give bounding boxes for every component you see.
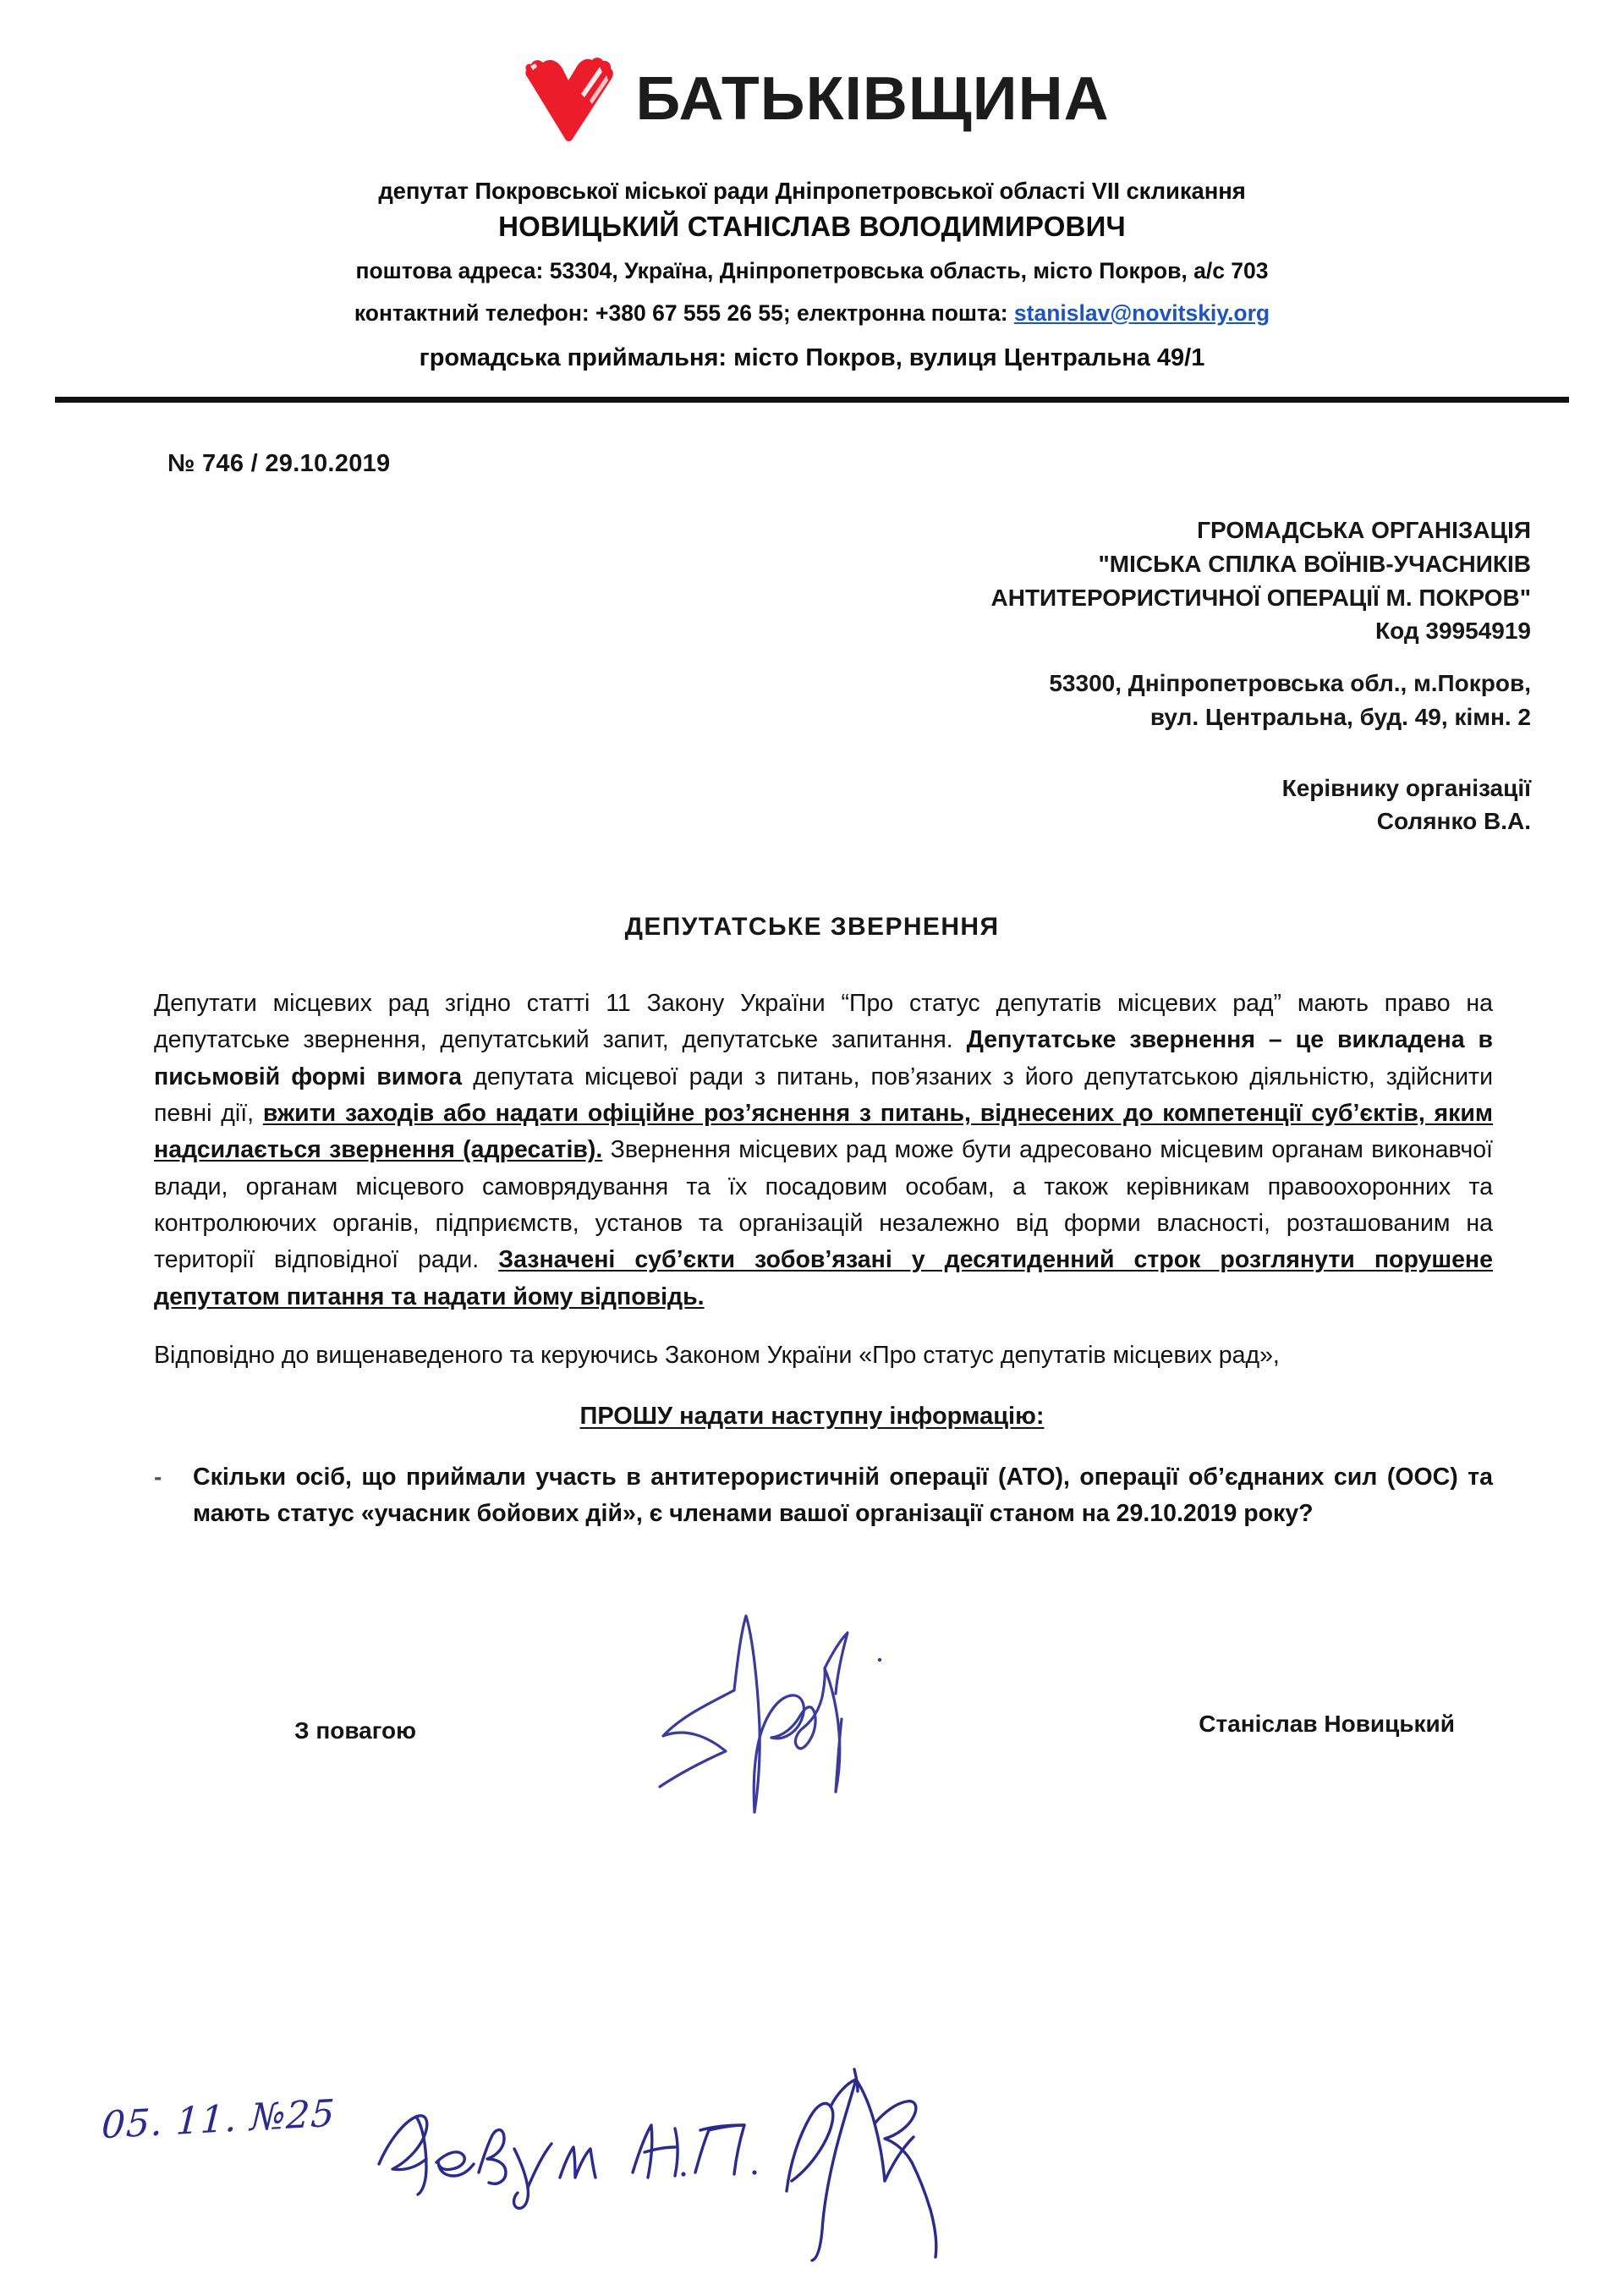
- recipient-attention-block: [0, 772, 1624, 839]
- request-list-item: [154, 1459, 1493, 1533]
- incoming-stamp-handwritten: [102, 2090, 1032, 2276]
- email-link[interactable]: stanislav@novitskiy.org: [1013, 299, 1270, 326]
- letterhead: [0, 176, 1624, 375]
- request-heading-emphasis: ПРОШУ: [579, 1403, 673, 1431]
- recipient-attn-role: Керівнику організації: [1281, 774, 1531, 801]
- document-body: [154, 986, 1493, 1374]
- request-question-text: Скільки осіб, що приймали участь в антитерористичній операції (АТО), операції об’єднаних сил (ООС) та мають статус «учасник бойових дій», є членами вашої організації станом на 29.10.2019 року?: [193, 1464, 1493, 1528]
- recipient-address-line-2: вул. Центральна, буд. 49, кімн. 2: [1149, 703, 1531, 730]
- recipient-org-line-3: АНТИТЕРОРИСТИЧНОЇ ОПЕРАЦІЇ М. ПОКРОВ": [990, 584, 1531, 611]
- recipient-block: [0, 514, 1624, 734]
- recipient-attn-name: Солянко В.А.: [1376, 808, 1531, 835]
- public-reception-line: громадська приймальня: місто Покров, вулиця Центральна 49/1: [419, 344, 1205, 372]
- header-divider: [55, 397, 1569, 403]
- recipient-org-line-2: "МІСЬКА СПІЛКА ВОЇНІВ-УЧАСНИКІВ: [1098, 550, 1531, 577]
- postal-address-line: поштова адреса: 53304, Україна, Дніпропетровська область, місто Покров, а/с 703: [355, 258, 1269, 284]
- signature-block: [0, 1626, 1624, 1837]
- paragraph-legal-basis: [154, 986, 1493, 1316]
- handwritten-signature: [626, 1609, 981, 1846]
- handwritten-date-ref: 05. 11. №25: [100, 2091, 337, 2148]
- para1-bold-definition: Депутатське звернення – це викладена в письмовій формі вимога: [154, 1026, 1493, 1090]
- recipient-code: Код 39954919: [1375, 618, 1531, 645]
- party-logo: [0, 0, 1624, 154]
- spacer: [0, 648, 1531, 667]
- para1-segment-2: депутата місцевої ради з питань, пов’язаних з його депутатською діяльністю, здійснити певні дії,: [154, 1063, 1493, 1127]
- phone-label: контактний телефон: +380 67 555 26 55; електронна пошта:: [354, 299, 1014, 326]
- contact-line: [0, 298, 1624, 330]
- heart-icon: [518, 55, 618, 143]
- recipient-address-line-1: 53300, Дніпропетровська обл., м.Покров,: [1049, 670, 1531, 697]
- recipient-org-line-1: ГРОМАДСЬКА ОРГАНІЗАЦІЯ: [1197, 517, 1531, 544]
- signer-name: Станіслав Новицький: [1199, 1710, 1455, 1737]
- para1-segment-3: Звернення місцевих рад може бути адресовано місцевим органам виконавчої влади, органам місцевого самоврядування та їх посадовим особам, а також керівникам правоохоронних та контролюючих органів, підприємств, установ та організацій незалежно від форми власності, розташованим на території відповідної ради.: [154, 1136, 1493, 1274]
- para1-segment-1: Депутати місцевих рад згідно статті 11 Закону України “Про статус депутатів місцевих рад” мають право на депутатське звернення, депутатський запит, депутатське запитання.: [154, 990, 1493, 1054]
- deputy-name: НОВИЦЬКИЙ СТАНІСЛАВ ВОЛОДИМИРОВИЧ: [498, 211, 1126, 243]
- document-title: ДЕПУТАТСЬКЕ ЗВЕРНЕННЯ: [624, 913, 1000, 942]
- para1-bold-underline-2: Зазначені суб’єкти зобов’язані у десятиденний строк розглянути порушене депутатом питання та надати йому відповідь.: [154, 1246, 1493, 1310]
- deputy-role-line: депутат Покровської міської ради Дніпропетровської області VII скликання: [378, 178, 1246, 204]
- request-heading: [0, 1403, 1624, 1431]
- paragraph-pursuant: Відповідно до вищенаведеного та керуючись Законом України «Про статус депутатів місцевих рад»,: [154, 1341, 1280, 1369]
- logo-wordmark: БАТЬКІВЩИНА: [635, 65, 1111, 133]
- signature-regards: З повагою: [294, 1717, 417, 1744]
- bullet-marker: -: [154, 1464, 162, 1491]
- receiver-handwritten-signature: [364, 2064, 1007, 2267]
- request-heading-rest: надати наступну інформацію:: [672, 1403, 1045, 1431]
- para1-bold-underline-1: вжити заходів або надати офіційне роз’яснення з питань, віднесених до компетенції суб’єктів, яким надсилається звернення (адресатів).: [154, 1099, 1493, 1164]
- reference-number: № 746 / 29.10.2019: [167, 450, 391, 478]
